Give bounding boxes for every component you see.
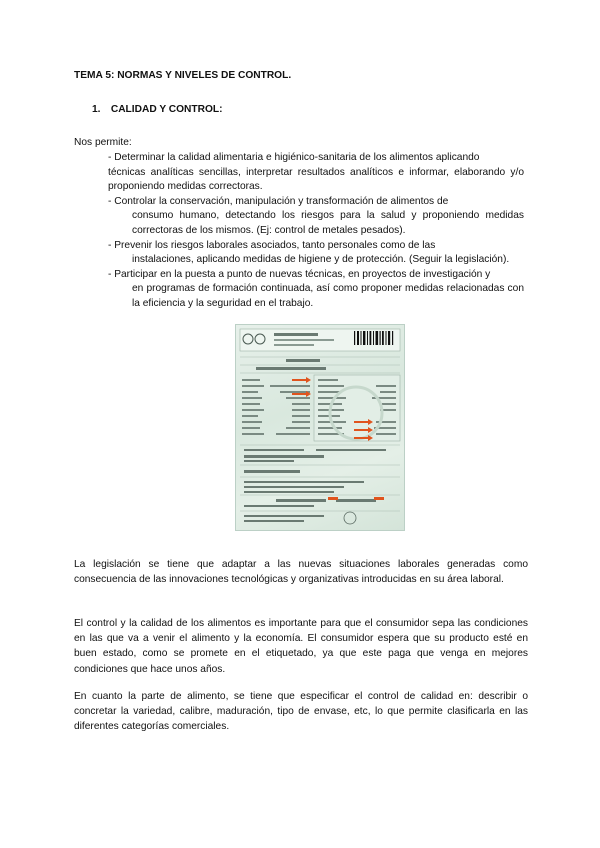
paragraph-food-specification: En cuanto la parte de alimento, se tiene que especificar el control de calidad en: describir o concretar la variedad, calibre, maduración, tipo de envase, etc, lo que permite clasificarla en las diferentes categorías comerciales. bbox=[74, 691, 528, 733]
section-heading bbox=[92, 104, 223, 115]
food-label-document-image bbox=[235, 324, 405, 531]
bullet-item: - Participar en la puesta a punto de nuevas técnicas, en proyectos de investigación y en programas de formación continuada, así como proponer medidas relacionadas con la eficiencia y la seguridad en el trabajo. bbox=[108, 268, 524, 309]
label-illustration bbox=[236, 325, 404, 530]
intro-text: Nos permite: bbox=[74, 137, 132, 148]
section-number: 1. bbox=[92, 104, 101, 115]
bullet-list bbox=[108, 151, 524, 312]
paragraph-legislation: La legislación se tiene que adaptar a las nuevas situaciones laborales generadas como consecuencia de las innovaciones tecnológicas y organizativas introducidas en su área laboral. bbox=[74, 559, 528, 586]
paragraph-quality-control: El control y la calidad de los alimentos es importante para que el consumidor sepa las condiciones en las que va a venir el alimento y la economía. El consumidor espera que su producto esté en buen estado, como se promete en el etiquetado, ya que este paga que venga en mejores condiciones que hace unos años. bbox=[74, 618, 528, 675]
section-title: CALIDAD Y CONTROL: bbox=[110, 104, 223, 115]
bullet-item: - Determinar la calidad alimentaria e higiénico-sanitaria de los alimentos aplicando técnicas analíticas sencillas, interpretar resultados analíticos e informar, elaborando y/o proponiendo medidas correctoras. bbox=[108, 152, 524, 193]
bullet-item: - Prevenir los riesgos laborales asociados, tanto personales como de las instalaciones, aplicando medidas de higiene y de protección. (Seguir la legislación). bbox=[108, 239, 510, 266]
bullet-item: - Controlar la conservación, manipulación y transformación de alimentos de consumo humano, detectando los riesgos para la salud y proponiendo medidas correctoras de los mismos. (Ej: control de metales pesados). bbox=[108, 195, 524, 236]
stamp-icon bbox=[344, 512, 356, 524]
document-title: TEMA 5: NORMAS Y NIVELES DE CONTROL. bbox=[74, 70, 292, 81]
